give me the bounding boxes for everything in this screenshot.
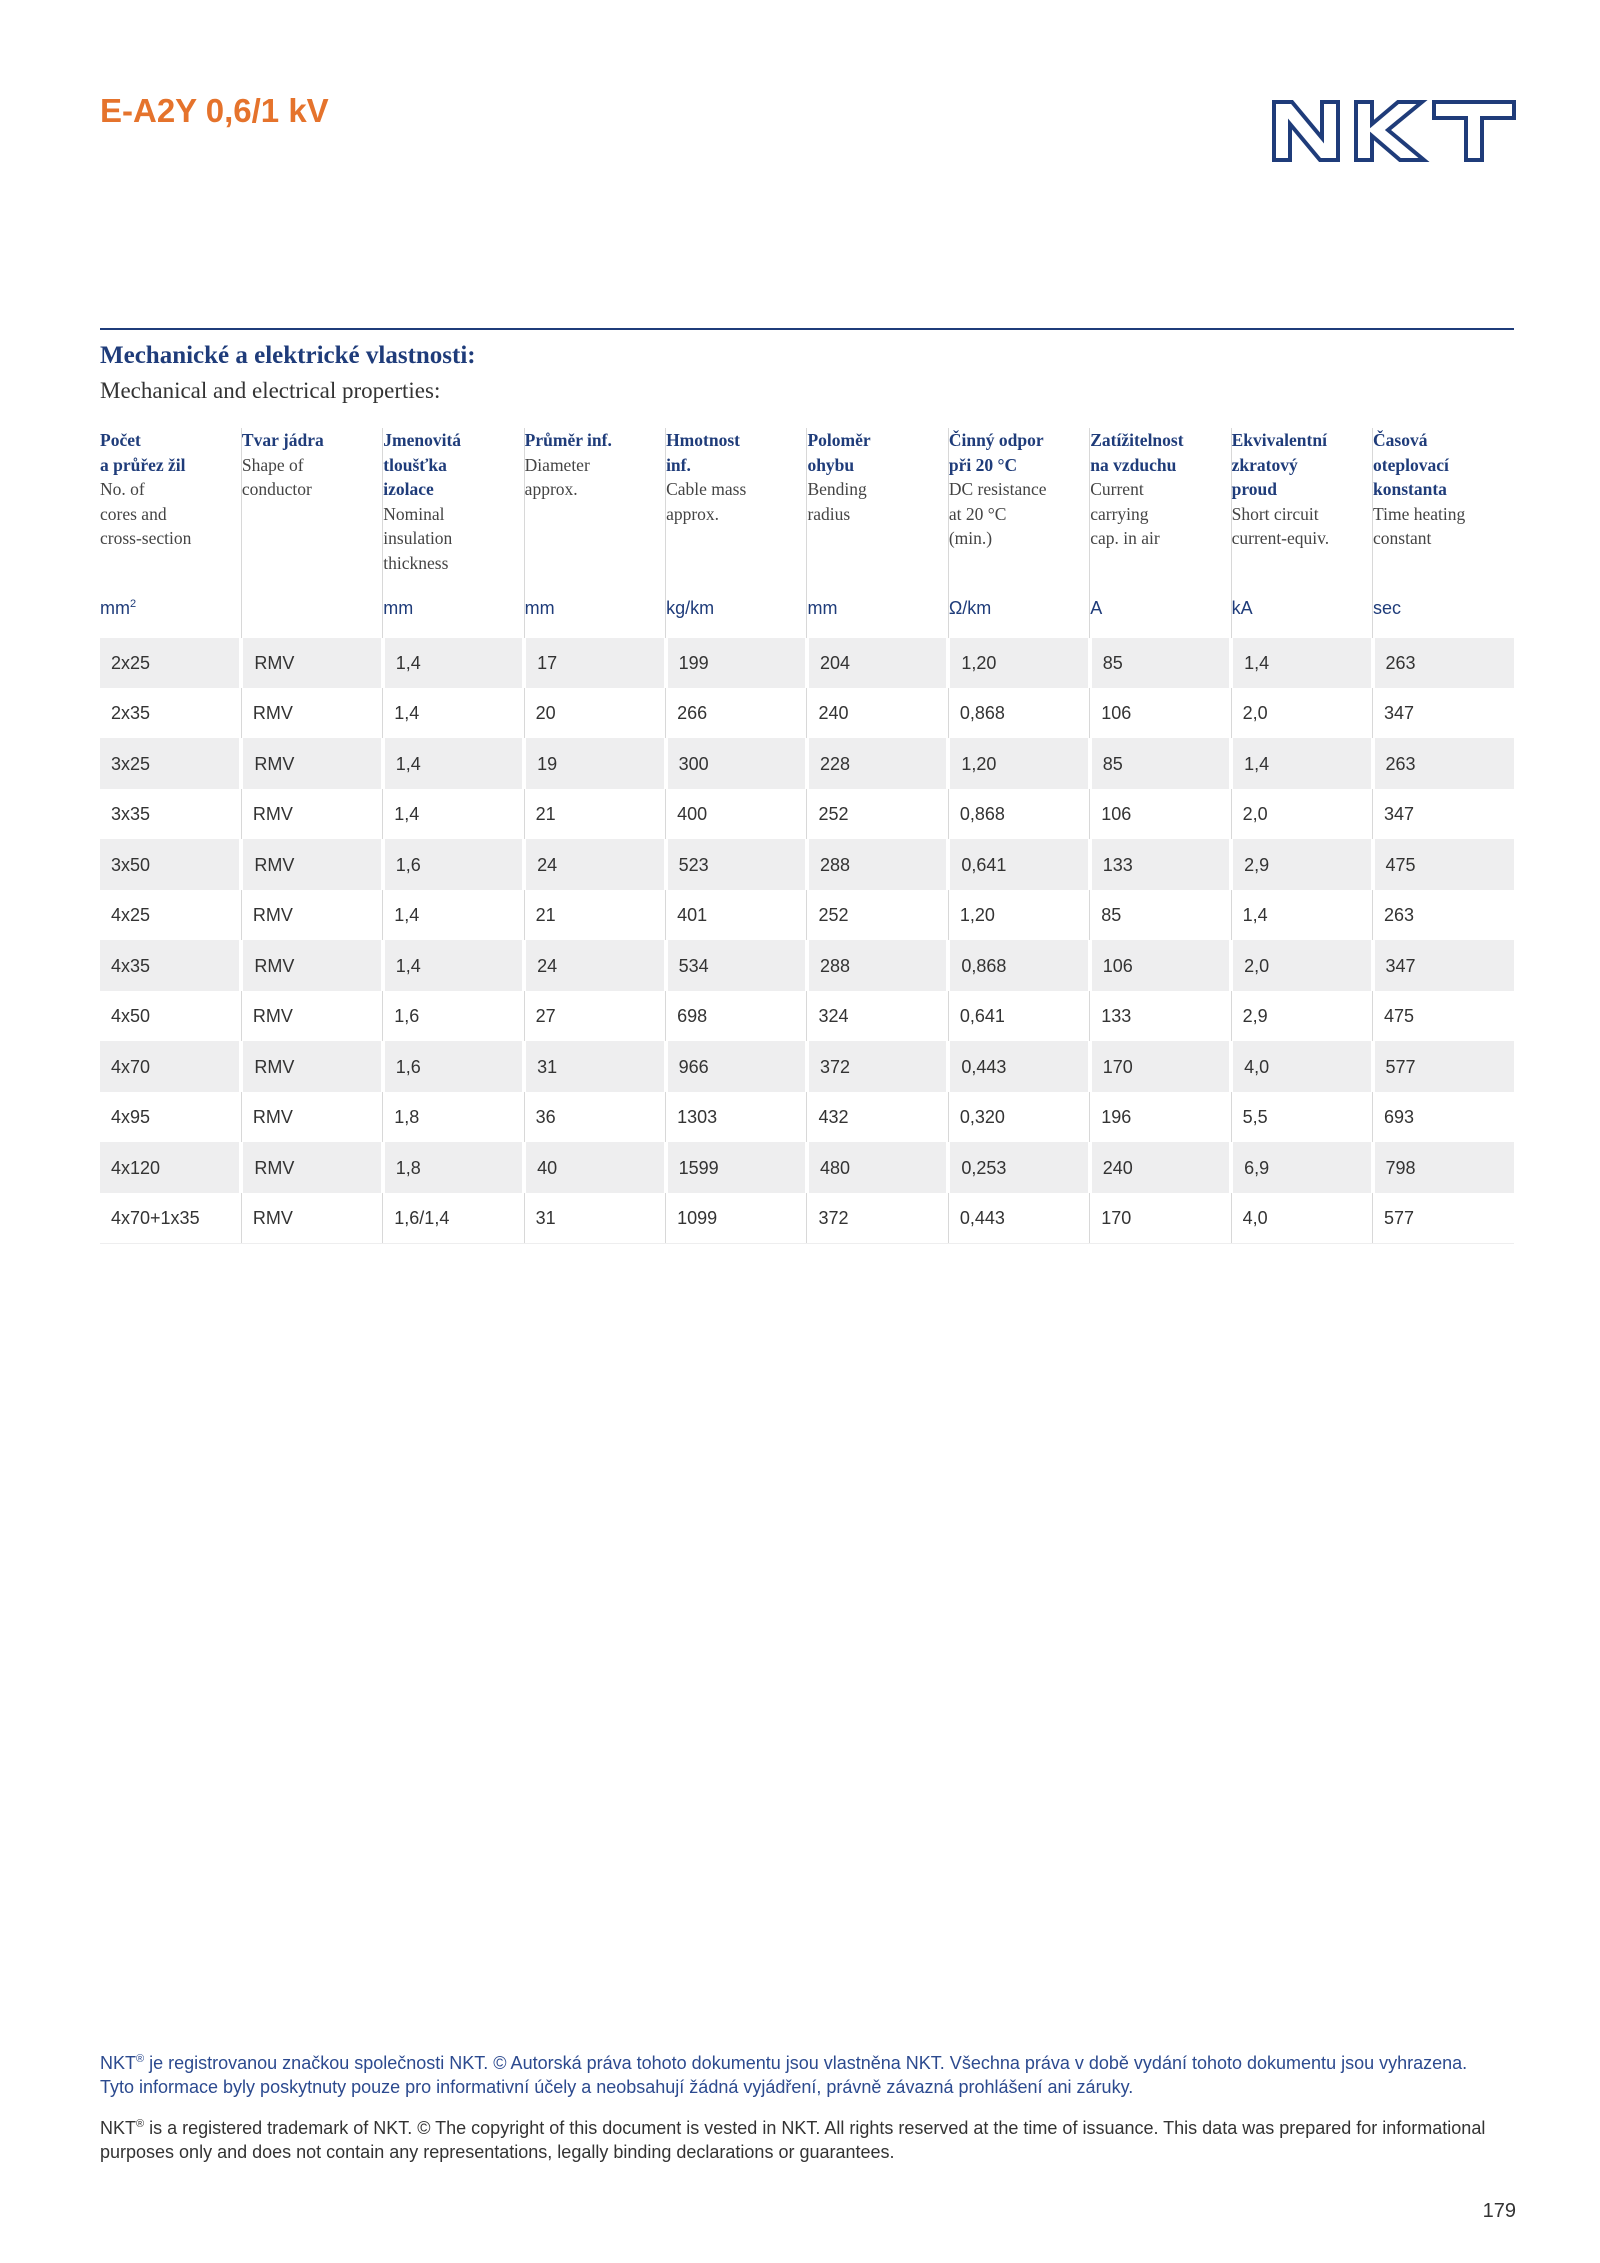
table-cell: RMV (241, 890, 382, 941)
header-label-cz: proud (1231, 479, 1278, 499)
table-cell: 1,4 (383, 789, 524, 840)
table-row (100, 1092, 1514, 1143)
table-cell: 0,641 (948, 840, 1089, 891)
table-cell: 966 (666, 1042, 807, 1093)
footer-note-cz (100, 2047, 1500, 2099)
footer-brand-cz: NKT (100, 2053, 136, 2073)
table-cell: 1,4 (1231, 638, 1372, 688)
header-label-cz: Tvar jádra (241, 430, 324, 450)
unit-cell: Ω/km (948, 578, 1089, 638)
table-cell: 4x35 (100, 941, 241, 992)
table-row (100, 1143, 1514, 1194)
table-cell: 347 (1373, 789, 1514, 840)
table-cell: RMV (241, 1042, 382, 1093)
header-label-en: current-equiv. (1231, 528, 1330, 548)
table-cell: 24 (524, 840, 665, 891)
header-label-en: radius (807, 503, 851, 524)
table-cell: 1,4 (383, 890, 524, 941)
table-cell: 300 (666, 739, 807, 790)
header-label-en: Bending (807, 479, 867, 499)
table-cell: 24 (524, 941, 665, 992)
header-label-cz: konstanta (1373, 479, 1447, 499)
table-cell: 4x70+1x35 (100, 1193, 241, 1244)
table-cell: 1,6 (383, 840, 524, 891)
header-label-en: thickness (383, 552, 449, 573)
table-cell: 347 (1373, 941, 1514, 992)
properties-table (100, 428, 1514, 1244)
table-cell: 1303 (666, 1092, 807, 1143)
header-label-cz: Časová (1373, 430, 1428, 450)
header-label-en: approx. (524, 479, 578, 499)
header-label-cz: Poloměr (807, 430, 871, 450)
table-cell: 0,320 (948, 1092, 1089, 1143)
table-cell: 1099 (666, 1193, 807, 1244)
header-label-cz: Průměr inf. (524, 430, 612, 450)
table-cell: 0,253 (948, 1143, 1089, 1194)
table-cell: 1,20 (948, 890, 1089, 941)
header-label-en: approx. (666, 503, 720, 524)
unit-cell: $mm^2$ (100, 597, 137, 618)
table-row (100, 840, 1514, 891)
table-cell: 288 (807, 840, 948, 891)
column-header (1373, 428, 1514, 578)
table-cell: 263 (1373, 638, 1514, 688)
table-cell: 170 (1090, 1042, 1231, 1093)
footer-text-en: is a registered trademark of NKT. © The copyright of this document is vested in NKT. All rights reserved at the time of issuance. This data was prepared for informational purposes only and does not contain any representations, legally binding declarations or guarantees. (100, 2118, 1486, 2162)
unit-superscript: 2 (130, 597, 137, 610)
table-cell: 106 (1090, 941, 1231, 992)
table-cell: 2x35 (100, 688, 241, 739)
column-header (383, 428, 524, 578)
table-cell: 1,8 (383, 1143, 524, 1194)
header-label-cz: tloušťka (383, 454, 447, 475)
table-cell: 1,4 (383, 638, 524, 688)
table-cell: 204 (807, 638, 948, 688)
table-header-row (100, 428, 1514, 578)
table-row (100, 1042, 1514, 1093)
table-cell: 2,0 (1231, 688, 1372, 739)
table-cell: 288 (807, 941, 948, 992)
table-cell: RMV (241, 840, 382, 891)
table-cell: 372 (807, 1042, 948, 1093)
table-cell: RMV (241, 1143, 382, 1194)
table-cell: 196 (1090, 1092, 1231, 1143)
table-cell: 0,443 (948, 1042, 1089, 1093)
column-header (1231, 428, 1372, 578)
header-label-cz: oteplovací (1373, 454, 1449, 475)
column-header (948, 428, 1089, 578)
header-label-en: cores and (100, 503, 167, 524)
table-cell: 106 (1090, 688, 1231, 739)
table-cell: 475 (1373, 840, 1514, 891)
table-cell: 19 (524, 739, 665, 790)
header-label-en: conductor (241, 479, 312, 499)
table-cell: 4x50 (100, 991, 241, 1042)
table-cell: 133 (1090, 840, 1231, 891)
table-cell: 36 (524, 1092, 665, 1143)
table-cell: 1,4 (383, 688, 524, 739)
table-cell: 85 (1090, 739, 1231, 790)
table-row (100, 789, 1514, 840)
header-label-cz: při 20 °C (948, 454, 1018, 475)
nkt-logo (1272, 100, 1516, 162)
table-cell: 4,0 (1231, 1042, 1372, 1093)
table-cell: 133 (1090, 991, 1231, 1042)
table-cell: 6,9 (1231, 1143, 1372, 1194)
table-cell: 1,4 (1231, 739, 1372, 790)
registered-mark-cz: ® (136, 2053, 145, 2065)
header-label-cz: inf. (666, 454, 691, 475)
table-row (100, 688, 1514, 739)
header-label-en: insulation (383, 528, 453, 548)
registered-mark-en: ® (136, 2118, 145, 2130)
header-label-en: Nominal (383, 503, 445, 524)
header-label-en: No. of (100, 479, 145, 499)
header-label-cz: Hmotnost (666, 430, 740, 450)
table-cell: 85 (1090, 638, 1231, 688)
table-cell: 3x25 (100, 739, 241, 790)
table-cell: 4x120 (100, 1143, 241, 1194)
unit-cell: mm (383, 578, 524, 638)
page-title: E-A2Y 0,6/1 kV (100, 92, 329, 129)
table-cell: 263 (1373, 739, 1514, 790)
table-cell: 1,4 (383, 941, 524, 992)
table-cell: 240 (1090, 1143, 1231, 1194)
table-cell: 480 (807, 1143, 948, 1194)
table-cell: 31 (524, 1042, 665, 1093)
table-row (100, 890, 1514, 941)
table-cell: 17 (524, 638, 665, 688)
table-cell: RMV (241, 1193, 382, 1244)
table-cell: 21 (524, 789, 665, 840)
table-cell: 3x50 (100, 840, 241, 891)
table-cell: 401 (666, 890, 807, 941)
table-cell: 1,4 (1231, 890, 1372, 941)
table-cell: 21 (524, 890, 665, 941)
header-label-cz: ohybu (807, 454, 855, 475)
header-label-cz: a průřez žil (100, 454, 186, 475)
table-row (100, 941, 1514, 992)
table-cell: 1,8 (383, 1092, 524, 1143)
table-cell: 0,443 (948, 1193, 1089, 1244)
table-cell: 3x35 (100, 789, 241, 840)
column-header (666, 428, 807, 578)
column-header (1090, 428, 1231, 578)
column-header (524, 428, 665, 578)
unit-cell: mm (524, 578, 665, 638)
header-label-en: Diameter (524, 454, 590, 475)
table-cell: 577 (1373, 1042, 1514, 1093)
table-cell: 4,0 (1231, 1193, 1372, 1244)
table-cell: RMV (241, 941, 382, 992)
column-header (241, 428, 382, 578)
table-cell: 27 (524, 991, 665, 1042)
header-label-cz: Ekvivalentní (1231, 430, 1327, 450)
unit-cell: mm (807, 578, 948, 638)
table-cell: 4x25 (100, 890, 241, 941)
table-cell: 534 (666, 941, 807, 992)
table-cell: RMV (241, 739, 382, 790)
table-cell: RMV (241, 991, 382, 1042)
table-cell: 170 (1090, 1193, 1231, 1244)
table-cell: 1599 (666, 1143, 807, 1194)
table-cell: 1,20 (948, 638, 1089, 688)
table-cell: 0,868 (948, 789, 1089, 840)
table-body (100, 638, 1514, 1244)
table-cell: 324 (807, 991, 948, 1042)
table-units-row (100, 578, 1514, 638)
table-cell: 240 (807, 688, 948, 739)
unit-cell (241, 578, 382, 638)
table-cell: 1,6 (383, 1042, 524, 1093)
table-cell: RMV (241, 638, 382, 688)
footer-brand-en: NKT (100, 2118, 136, 2138)
header-label-cz: izolace (383, 479, 434, 499)
header-label-en: Time heating (1373, 503, 1466, 524)
table-cell: 1,20 (948, 739, 1089, 790)
table-cell: 0,868 (948, 941, 1089, 992)
header-label-en: DC resistance (948, 479, 1047, 499)
table-cell: 106 (1090, 789, 1231, 840)
table-cell: 4x95 (100, 1092, 241, 1143)
table-cell: 266 (666, 688, 807, 739)
table-cell: 31 (524, 1193, 665, 1244)
header-label-en: cross-section (100, 528, 192, 548)
table-cell: 1,4 (383, 739, 524, 790)
table-cell: 1,6 (383, 991, 524, 1042)
unit-cell: A (1090, 578, 1231, 638)
table-cell: 2x25 (100, 638, 241, 688)
header-label-en: carrying (1090, 503, 1149, 524)
table-cell: 432 (807, 1092, 948, 1143)
table-cell: 0,641 (948, 991, 1089, 1042)
header-label-en: at 20 °C (948, 503, 1007, 524)
table-cell: 2,9 (1231, 991, 1372, 1042)
header-label-en: Shape of (241, 454, 304, 475)
table-cell: 2,0 (1231, 941, 1372, 992)
table-cell: 5,5 (1231, 1092, 1372, 1143)
table-cell: 347 (1373, 688, 1514, 739)
section-divider (100, 328, 1514, 330)
table-row (100, 638, 1514, 688)
header-label-en: cap. in air (1090, 528, 1160, 548)
table-cell: 252 (807, 789, 948, 840)
header-label-cz: na vzduchu (1090, 454, 1177, 475)
header-label-en: Short circuit (1231, 503, 1319, 524)
table-cell: RMV (241, 789, 382, 840)
table-cell: 199 (666, 638, 807, 688)
table-row (100, 991, 1514, 1042)
header-label-cz: Počet (100, 430, 141, 450)
footer-note-en (100, 2112, 1500, 2164)
page-number: 179 (1482, 2200, 1516, 2222)
table-cell: RMV (241, 1092, 382, 1143)
column-header (807, 428, 948, 578)
table-cell: 798 (1373, 1143, 1514, 1194)
table-cell: 4x70 (100, 1042, 241, 1093)
header-label-cz: Jmenovitá (383, 430, 462, 450)
header-label-en: Cable mass (666, 479, 747, 499)
table-cell: 577 (1373, 1193, 1514, 1244)
table-cell: 20 (524, 688, 665, 739)
section-title-en: Mechanical and electrical properties: (100, 378, 441, 403)
table-cell: 40 (524, 1143, 665, 1194)
table-cell: 252 (807, 890, 948, 941)
column-header (100, 428, 241, 578)
table-cell: 2,9 (1231, 840, 1372, 891)
header-label-cz: zkratový (1231, 454, 1298, 475)
table-cell: 85 (1090, 890, 1231, 941)
footer-text-cz: je registrovanou značkou společnosti NKT. © Autorská práva tohoto dokumentu jsou vlastněna NKT. Všechna práva v době vydání tohoto dokumentu jsou vyhrazena. Tyto informace byly poskytnuty pouze pro informativní účely a neobsahují žádná vyjádření, právně závazná prohlášení ani záruky. (100, 2053, 1468, 2097)
table-cell: 228 (807, 739, 948, 790)
header-label-en: Current (1090, 479, 1144, 499)
table-cell: RMV (241, 688, 382, 739)
table-cell: 0,868 (948, 688, 1089, 739)
table-cell: 400 (666, 789, 807, 840)
table-row (100, 1193, 1514, 1244)
table-cell: 698 (666, 991, 807, 1042)
header-label-cz: Činný odpor (948, 430, 1044, 450)
header-label-cz: Zatížitelnost (1090, 430, 1184, 450)
section-title-cz: Mechanické a elektrické vlastnosti: (100, 342, 476, 369)
unit-cell: kg/km (666, 578, 807, 638)
table-cell: 372 (807, 1193, 948, 1244)
table-row (100, 739, 1514, 790)
header-label-en: (min.) (948, 528, 993, 548)
table-cell: 523 (666, 840, 807, 891)
table-cell: 693 (1373, 1092, 1514, 1143)
table-cell: 475 (1373, 991, 1514, 1042)
unit-cell: sec (1373, 578, 1514, 638)
table-cell: 2,0 (1231, 789, 1372, 840)
unit-cell: kA (1231, 578, 1372, 638)
table-cell: 1,6/1,4 (383, 1193, 524, 1244)
table-cell: 263 (1373, 890, 1514, 941)
header-label-en: constant (1373, 528, 1432, 548)
